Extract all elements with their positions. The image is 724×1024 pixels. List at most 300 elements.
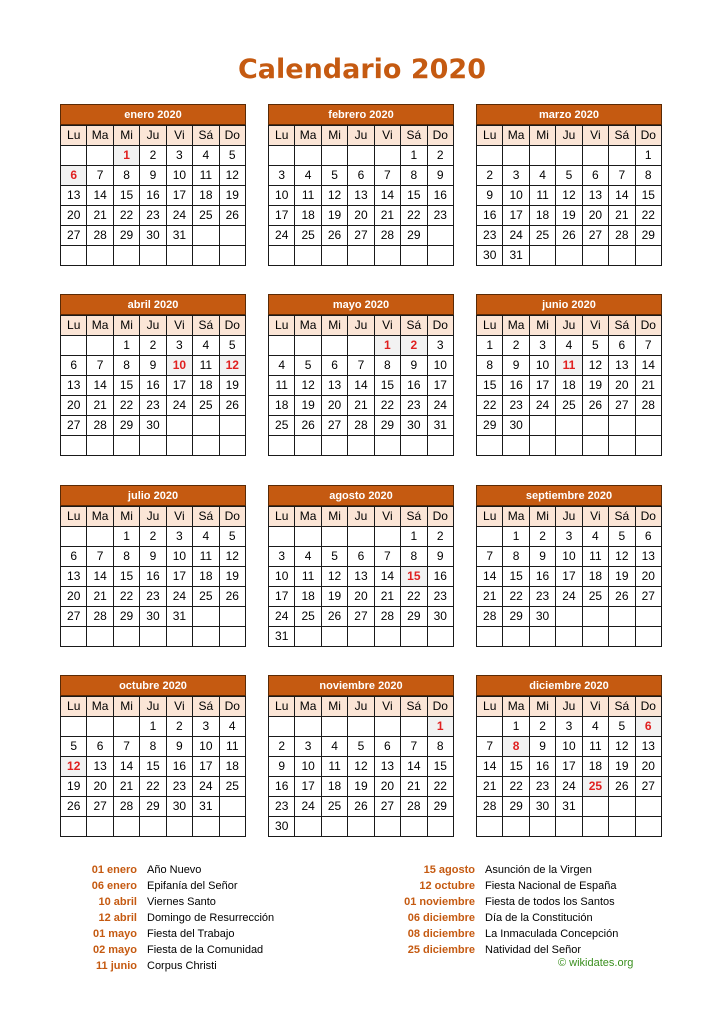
empty-day-cell <box>269 336 295 356</box>
day-cell: 28 <box>87 416 113 436</box>
empty-day-cell <box>374 627 400 647</box>
weekday-header-row <box>269 316 454 336</box>
day-cell: 21 <box>477 777 503 797</box>
day-cell: 8 <box>635 166 661 186</box>
empty-day-cell <box>61 627 87 647</box>
day-cell: 25 <box>269 416 295 436</box>
empty-day-cell <box>113 627 139 647</box>
day-cell: 19 <box>219 376 245 396</box>
day-cell: 7 <box>374 166 400 186</box>
empty-day-cell <box>219 436 245 456</box>
day-cell: 5 <box>609 717 635 737</box>
holiday-date: 12 abril <box>98 912 137 924</box>
day-cell: 15 <box>113 186 139 206</box>
holiday-name: Fiesta de la Comunidad <box>147 944 264 956</box>
day-cell: 27 <box>374 797 400 817</box>
month-block <box>60 294 246 456</box>
weekday-label: Vi <box>166 316 192 336</box>
day-cell: 10 <box>427 356 453 376</box>
empty-day-cell <box>503 146 529 166</box>
day-cell: 14 <box>477 757 503 777</box>
day-cell: 10 <box>269 567 295 587</box>
day-cell: 23 <box>529 587 555 607</box>
weekday-label: Vi <box>166 697 192 717</box>
day-cell: 7 <box>87 166 113 186</box>
day-cell: 18 <box>321 777 347 797</box>
empty-day-cell <box>609 146 635 166</box>
day-cell: 1 <box>503 717 529 737</box>
day-cell: 18 <box>529 206 555 226</box>
empty-day-cell <box>61 527 87 547</box>
holiday-item <box>398 926 618 942</box>
empty-day-cell <box>635 797 661 817</box>
day-cell: 26 <box>582 396 608 416</box>
day-cell: 21 <box>635 376 661 396</box>
holiday-name: Epifanía del Señor <box>147 880 238 892</box>
weekday-label: Vi <box>166 126 192 146</box>
day-cell: 29 <box>374 416 400 436</box>
week-row <box>61 336 246 356</box>
day-cell: 21 <box>401 777 427 797</box>
week-row <box>61 627 246 647</box>
weekday-label: Vi <box>582 316 608 336</box>
empty-day-cell <box>321 817 347 837</box>
day-cell: 6 <box>61 547 87 567</box>
weekday-label: Sá <box>193 126 219 146</box>
empty-day-cell <box>61 817 87 837</box>
day-cell: 27 <box>635 587 661 607</box>
empty-day-cell <box>503 817 529 837</box>
day-cell: 11 <box>193 166 219 186</box>
month-title: julio 2020 <box>60 485 246 506</box>
day-cell: 2 <box>427 527 453 547</box>
day-cell: 30 <box>269 817 295 837</box>
day-cell: 16 <box>427 567 453 587</box>
weekday-label: Lu <box>61 126 87 146</box>
week-row <box>61 146 246 166</box>
day-cell: 4 <box>321 737 347 757</box>
weekday-label: Lu <box>477 697 503 717</box>
weekday-label: Do <box>635 126 661 146</box>
day-cell: 1 <box>427 717 453 737</box>
empty-day-cell <box>477 717 503 737</box>
holiday-date: 25 diciembre <box>407 944 475 956</box>
week-row <box>477 627 662 647</box>
month-table <box>476 315 662 456</box>
empty-day-cell <box>635 627 661 647</box>
day-cell: 8 <box>113 166 139 186</box>
week-row <box>61 226 246 246</box>
day-cell: 1 <box>140 717 166 737</box>
weekday-label: Ju <box>556 126 582 146</box>
day-cell: 2 <box>401 336 427 356</box>
holiday-item <box>60 942 274 958</box>
day-cell: 7 <box>401 737 427 757</box>
weekday-label: Mi <box>529 697 555 717</box>
week-row <box>269 527 454 547</box>
empty-day-cell <box>219 416 245 436</box>
week-row <box>477 356 662 376</box>
weekday-label: Do <box>427 126 453 146</box>
month-block <box>268 104 454 266</box>
day-cell: 24 <box>503 226 529 246</box>
day-cell: 4 <box>582 527 608 547</box>
day-cell: 1 <box>477 336 503 356</box>
day-cell: 23 <box>529 777 555 797</box>
day-cell: 17 <box>503 206 529 226</box>
day-cell: 20 <box>609 376 635 396</box>
empty-day-cell <box>140 436 166 456</box>
day-cell: 20 <box>635 567 661 587</box>
day-cell: 31 <box>427 416 453 436</box>
day-cell: 30 <box>503 416 529 436</box>
empty-day-cell <box>609 436 635 456</box>
empty-day-cell <box>321 527 347 547</box>
holiday-name: Natividad del Señor <box>485 944 582 956</box>
week-row <box>269 717 454 737</box>
weekday-label: Mi <box>321 316 347 336</box>
day-cell: 27 <box>61 226 87 246</box>
day-cell: 19 <box>61 777 87 797</box>
holiday-date: 06 diciembre <box>407 912 475 924</box>
day-cell: 6 <box>635 527 661 547</box>
day-cell: 30 <box>427 607 453 627</box>
week-row <box>61 567 246 587</box>
day-cell: 31 <box>166 607 192 627</box>
day-cell: 19 <box>556 206 582 226</box>
day-cell: 4 <box>193 336 219 356</box>
day-cell: 14 <box>87 567 113 587</box>
month-title: mayo 2020 <box>268 294 454 315</box>
day-cell: 24 <box>166 587 192 607</box>
day-cell: 17 <box>556 567 582 587</box>
empty-day-cell <box>401 436 427 456</box>
empty-day-cell <box>193 416 219 436</box>
day-cell: 12 <box>582 356 608 376</box>
empty-day-cell <box>113 717 139 737</box>
empty-day-cell <box>556 817 582 837</box>
day-cell: 22 <box>401 206 427 226</box>
day-cell: 16 <box>427 186 453 206</box>
empty-day-cell <box>140 817 166 837</box>
day-cell: 1 <box>401 527 427 547</box>
empty-day-cell <box>348 817 374 837</box>
month-table <box>268 125 454 266</box>
month-table <box>60 506 246 647</box>
day-cell: 27 <box>582 226 608 246</box>
week-row <box>269 737 454 757</box>
day-cell: 7 <box>477 737 503 757</box>
day-cell: 12 <box>321 567 347 587</box>
week-row <box>269 416 454 436</box>
day-cell: 20 <box>87 777 113 797</box>
empty-day-cell <box>609 797 635 817</box>
day-cell: 26 <box>219 206 245 226</box>
week-row <box>61 356 246 376</box>
empty-day-cell <box>140 627 166 647</box>
weekday-label: Ma <box>503 316 529 336</box>
day-cell: 10 <box>269 186 295 206</box>
weekday-label: Mi <box>113 697 139 717</box>
day-cell: 13 <box>61 567 87 587</box>
week-row <box>477 587 662 607</box>
day-cell: 17 <box>295 777 321 797</box>
week-row <box>269 757 454 777</box>
day-cell: 14 <box>348 376 374 396</box>
day-cell: 10 <box>556 547 582 567</box>
weekday-label: Sá <box>609 316 635 336</box>
empty-day-cell <box>427 436 453 456</box>
week-row <box>477 777 662 797</box>
day-cell: 28 <box>609 226 635 246</box>
week-row <box>477 436 662 456</box>
holiday-list-right <box>398 862 618 958</box>
day-cell: 3 <box>269 166 295 186</box>
day-cell: 17 <box>166 567 192 587</box>
week-row <box>269 436 454 456</box>
day-cell: 14 <box>401 757 427 777</box>
week-row <box>477 527 662 547</box>
empty-day-cell <box>269 527 295 547</box>
holiday-item <box>398 862 618 878</box>
day-cell: 10 <box>529 356 555 376</box>
weekday-label: Lu <box>477 507 503 527</box>
month-block <box>60 485 246 647</box>
day-cell: 30 <box>529 797 555 817</box>
day-cell: 24 <box>193 777 219 797</box>
week-row <box>477 226 662 246</box>
holiday-item <box>60 958 274 974</box>
day-cell: 22 <box>503 777 529 797</box>
day-cell: 19 <box>609 567 635 587</box>
holiday-date: 06 enero <box>91 880 137 892</box>
day-cell: 26 <box>609 587 635 607</box>
day-cell: 25 <box>321 797 347 817</box>
month-block <box>476 675 662 837</box>
day-cell: 22 <box>401 587 427 607</box>
day-cell: 8 <box>140 737 166 757</box>
day-cell: 2 <box>166 717 192 737</box>
day-cell: 5 <box>321 166 347 186</box>
day-cell: 6 <box>374 737 400 757</box>
day-cell: 21 <box>609 206 635 226</box>
week-row <box>61 186 246 206</box>
week-row <box>61 797 246 817</box>
empty-day-cell <box>87 817 113 837</box>
day-cell: 19 <box>582 376 608 396</box>
day-cell: 26 <box>61 797 87 817</box>
day-cell: 30 <box>477 246 503 266</box>
month-table <box>268 506 454 647</box>
day-cell: 10 <box>295 757 321 777</box>
weekday-label: Vi <box>582 126 608 146</box>
month-table <box>476 506 662 647</box>
month-table <box>268 696 454 837</box>
day-cell: 29 <box>113 607 139 627</box>
weekday-header-row <box>269 126 454 146</box>
empty-day-cell <box>269 717 295 737</box>
day-cell: 18 <box>193 567 219 587</box>
month-title: enero 2020 <box>60 104 246 125</box>
empty-day-cell <box>348 627 374 647</box>
day-cell: 8 <box>477 356 503 376</box>
month-block <box>60 104 246 266</box>
week-row <box>269 547 454 567</box>
week-row <box>477 817 662 837</box>
day-cell: 12 <box>556 186 582 206</box>
day-cell: 13 <box>61 376 87 396</box>
day-cell: 21 <box>87 206 113 226</box>
day-cell: 20 <box>321 396 347 416</box>
day-cell: 31 <box>503 246 529 266</box>
weekday-header-row <box>269 697 454 717</box>
empty-day-cell <box>582 817 608 837</box>
week-row <box>61 607 246 627</box>
day-cell: 27 <box>87 797 113 817</box>
day-cell: 22 <box>503 587 529 607</box>
day-cell: 27 <box>61 416 87 436</box>
day-cell: 3 <box>295 737 321 757</box>
day-cell: 20 <box>61 587 87 607</box>
day-cell: 13 <box>321 376 347 396</box>
empty-day-cell <box>61 436 87 456</box>
weekday-label: Sá <box>193 316 219 336</box>
empty-day-cell <box>140 246 166 266</box>
day-cell: 18 <box>269 396 295 416</box>
week-row <box>61 587 246 607</box>
weekday-label: Sá <box>401 126 427 146</box>
day-cell: 6 <box>321 356 347 376</box>
day-cell: 30 <box>166 797 192 817</box>
day-cell: 4 <box>219 717 245 737</box>
day-cell: 1 <box>113 336 139 356</box>
empty-day-cell <box>609 817 635 837</box>
weekday-label: Mi <box>529 316 555 336</box>
holiday-name: La Inmaculada Concepción <box>485 928 619 940</box>
empty-day-cell <box>609 416 635 436</box>
day-cell: 16 <box>140 376 166 396</box>
weekday-label: Vi <box>374 126 400 146</box>
day-cell: 11 <box>582 547 608 567</box>
day-cell: 23 <box>140 587 166 607</box>
day-cell: 23 <box>140 206 166 226</box>
month-title: septiembre 2020 <box>476 485 662 506</box>
week-row <box>477 396 662 416</box>
day-cell: 28 <box>87 607 113 627</box>
day-cell: 26 <box>556 226 582 246</box>
day-cell: 19 <box>219 567 245 587</box>
day-cell: 8 <box>374 356 400 376</box>
weekday-label: Do <box>635 507 661 527</box>
day-cell: 28 <box>348 416 374 436</box>
day-cell: 8 <box>401 166 427 186</box>
empty-day-cell <box>321 336 347 356</box>
day-cell: 9 <box>427 166 453 186</box>
day-cell: 22 <box>113 396 139 416</box>
day-cell: 4 <box>556 336 582 356</box>
day-cell: 7 <box>374 547 400 567</box>
day-cell: 11 <box>193 356 219 376</box>
day-cell: 16 <box>140 186 166 206</box>
week-row <box>269 396 454 416</box>
day-cell: 5 <box>295 356 321 376</box>
week-row <box>477 336 662 356</box>
weekday-label: Ju <box>140 316 166 336</box>
empty-day-cell <box>635 246 661 266</box>
day-cell: 10 <box>503 186 529 206</box>
weekday-label: Ma <box>87 507 113 527</box>
empty-day-cell <box>61 336 87 356</box>
day-cell: 23 <box>477 226 503 246</box>
empty-day-cell <box>219 817 245 837</box>
day-cell: 16 <box>503 376 529 396</box>
week-row <box>269 246 454 266</box>
day-cell: 20 <box>582 206 608 226</box>
day-cell: 11 <box>321 757 347 777</box>
day-cell: 26 <box>321 226 347 246</box>
week-row <box>61 737 246 757</box>
empty-day-cell <box>374 246 400 266</box>
month-table <box>60 696 246 837</box>
day-cell: 2 <box>503 336 529 356</box>
holiday-item <box>60 894 274 910</box>
weekday-label: Vi <box>582 507 608 527</box>
day-cell: 27 <box>348 226 374 246</box>
day-cell: 28 <box>401 797 427 817</box>
day-cell: 18 <box>556 376 582 396</box>
weekday-label: Ma <box>503 126 529 146</box>
day-cell: 13 <box>348 186 374 206</box>
day-cell: 19 <box>295 396 321 416</box>
week-row <box>61 206 246 226</box>
day-cell: 26 <box>321 607 347 627</box>
day-cell: 6 <box>87 737 113 757</box>
holiday-item <box>398 942 618 958</box>
day-cell: 21 <box>477 587 503 607</box>
day-cell: 15 <box>503 567 529 587</box>
day-cell: 10 <box>166 547 192 567</box>
day-cell: 23 <box>401 396 427 416</box>
weekday-label: Vi <box>374 316 400 336</box>
month-title: febrero 2020 <box>268 104 454 125</box>
week-row <box>61 436 246 456</box>
day-cell: 16 <box>166 757 192 777</box>
day-cell: 30 <box>140 226 166 246</box>
day-cell: 13 <box>635 547 661 567</box>
day-cell: 17 <box>166 376 192 396</box>
day-cell: 3 <box>529 336 555 356</box>
weekday-label: Do <box>635 697 661 717</box>
day-cell: 2 <box>140 146 166 166</box>
empty-day-cell <box>321 436 347 456</box>
holiday-name: Año Nuevo <box>147 864 202 876</box>
day-cell: 29 <box>477 416 503 436</box>
day-cell: 28 <box>477 607 503 627</box>
day-cell: 1 <box>635 146 661 166</box>
day-cell: 23 <box>503 396 529 416</box>
week-row <box>61 396 246 416</box>
day-cell: 14 <box>87 376 113 396</box>
weekday-label: Sá <box>609 507 635 527</box>
empty-day-cell <box>193 607 219 627</box>
day-cell: 3 <box>503 166 529 186</box>
weekday-label: Mi <box>113 316 139 336</box>
weekday-label: Lu <box>61 507 87 527</box>
day-cell: 15 <box>635 186 661 206</box>
week-row <box>61 246 246 266</box>
day-cell: 25 <box>295 226 321 246</box>
holiday-date: 01 noviembre <box>404 896 475 908</box>
